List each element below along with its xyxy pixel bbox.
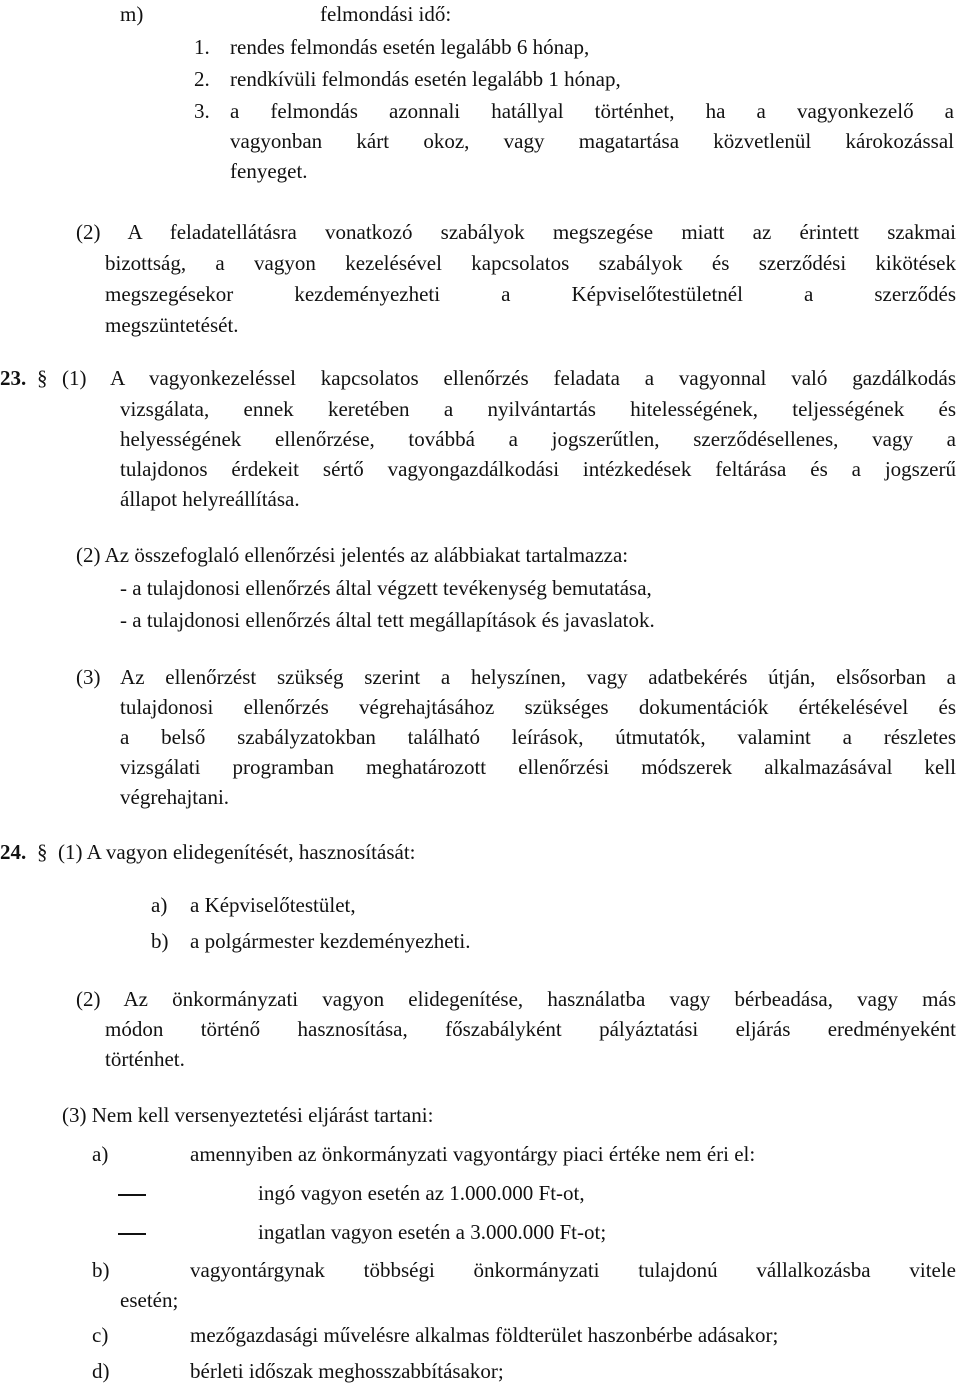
list-label: c) [92, 1323, 109, 1347]
paragraph-line: (3) Az ellenőrzést szükség szerint a helyszínen, vagy adatbekérés útján, elsősorban a [76, 665, 956, 689]
paragraph-line: állapot helyreállítása. [120, 487, 300, 511]
paragraph-line: (2) A feladatellátásra vonatkozó szabályok megszegése miatt az érintett szakmai [76, 220, 956, 244]
list-item-text-line: a felmondás azonnali hatállyal történhet, ha a vagyonkezelő a [230, 99, 954, 123]
section-m-title: felmondási idő: [320, 2, 452, 26]
list-item-number: 2. [194, 67, 210, 91]
paragraph-line: tulajdonos érdekeit sértő vagyongazdálkodási intézkedések feltárása és a jogszerű [120, 457, 956, 481]
list-item: - a tulajdonosi ellenőrzés által végzett tevékenység bemutatása, [120, 576, 652, 600]
list-label: b) [151, 929, 169, 953]
list-item-text-line: fenyeget. [230, 159, 308, 183]
list-label: a) [151, 893, 168, 917]
list-item-text: rendkívüli felmondás esetén legalább 1 hónap, [230, 67, 621, 91]
paragraph-line: vizsgálati programban meghatározott ellenőrzési módszerek alkalmazásával kell [120, 755, 956, 779]
paragraph-line: (1) A vagyon elidegenítését, hasznosítását: [58, 840, 416, 864]
paragraph-line: tulajdonosi ellenőrzés végrehajtásához szükséges dokumentációk értékelésével és [120, 695, 956, 719]
paragraph-line: (1) A vagyonkezeléssel kapcsolatos ellenőrzés feladata a vagyonnal való gazdálkodás [62, 366, 956, 390]
section-number: 24. [0, 840, 27, 864]
paragraph-line: megszüntetését. [105, 313, 239, 337]
list-item-text: rendes felmondás esetén legalább 6 hónap, [230, 35, 590, 59]
list-label: b) [92, 1258, 110, 1282]
paragraph-line: bizottság, a vagyon kezelésével kapcsolatos szabályok és szerződési kikötések [105, 251, 956, 275]
section-symbol: § [37, 840, 48, 864]
list-item: a Képviselőtestület, [190, 893, 356, 917]
list-item: - a tulajdonosi ellenőrzés által tett megállapítások és javaslatok. [120, 608, 655, 632]
paragraph-line: vizsgálata, ennek keretében a nyilvántartás hitelességének, teljességének és [120, 397, 956, 421]
paragraph-line: helyességének ellenőrzése, továbbá a jogszerűtlen, szerződésellenes, vagy a [120, 427, 956, 451]
dash-bullet [118, 1194, 146, 1196]
list-item: a polgármester kezdeményezheti. [190, 929, 471, 953]
paragraph-line: a belső szabályzatokban található leírások, útmutatók, valamint a részletes [120, 725, 956, 749]
list-item-number: 3. [194, 99, 210, 123]
dash-bullet [118, 1233, 146, 1235]
list-item-text-line: vagyonban kárt okoz, vagy magatartása közvetlenül károkozással [230, 129, 954, 153]
paragraph-line: végrehajtani. [120, 785, 230, 809]
paragraph-line: módon történő hasznosítása, főszabályként pályáztatási eljárás eredményeként [105, 1017, 956, 1041]
section-number: 23. [0, 366, 27, 390]
sub-list-item: ingó vagyon esetén az 1.000.000 Ft-ot, [258, 1181, 585, 1205]
list-label: d) [92, 1359, 110, 1383]
paragraph-line: megszegésekor kezdeményezheti a Képviselőtestületnél a szerződés [105, 282, 956, 306]
list-item: bérleti időszak meghosszabbításakor; [190, 1359, 504, 1383]
list-item-number: 1. [194, 35, 210, 59]
list-label: a) [92, 1142, 109, 1166]
paragraph-line: történhet. [105, 1047, 185, 1071]
list-item: amennyiben az önkormányzati vagyontárgy piaci értéke nem éri el: [190, 1142, 756, 1166]
list-item: vagyontárgynak többségi önkormányzati tulajdonú vállalkozásba vitele [190, 1258, 956, 1282]
paragraph-line: (3) Nem kell versenyeztetési eljárást tartani: [62, 1103, 434, 1127]
sub-list-item: ingatlan vagyon esetén a 3.000.000 Ft-ot; [258, 1220, 607, 1244]
list-label-m: m) [120, 2, 144, 26]
paragraph-line: (2) Az összefoglaló ellenőrzési jelentés az alábbiakat tartalmazza: [76, 543, 629, 567]
paragraph-line: (2) Az önkormányzati vagyon elidegenítése, használatba vagy bérbeadása, vagy más [76, 987, 956, 1011]
list-item: mezőgazdasági művelésre alkalmas földterület haszonbérbe adásakor; [190, 1323, 779, 1347]
list-item-continuation: esetén; [120, 1288, 179, 1312]
section-symbol: § [37, 366, 48, 390]
